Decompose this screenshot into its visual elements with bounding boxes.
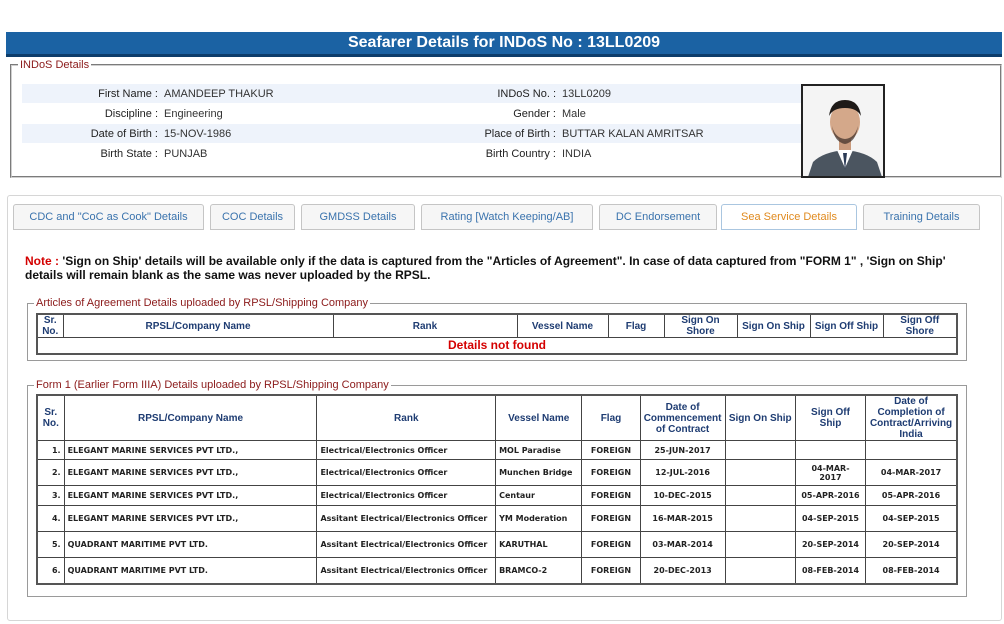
page-title: Seafarer Details for INDoS No : 13LL0209 bbox=[6, 32, 1002, 57]
birth-state-label: Birth State : bbox=[100, 147, 158, 160]
articles-col-sr: Sr. No. bbox=[37, 314, 63, 338]
indos-no-label: INDoS No. : bbox=[497, 87, 556, 100]
row-rank: Electrical/Electronics Officer bbox=[317, 441, 496, 460]
articles-col-rank: Rank bbox=[333, 314, 517, 338]
articles-legend: Articles of Agreement Details uploaded by RPSL/Shipping Company bbox=[36, 297, 369, 309]
row-sr: 6. bbox=[37, 558, 64, 584]
row-flag: FOREIGN bbox=[582, 460, 640, 486]
row-sign-off: 05-APR-2016 bbox=[795, 486, 865, 506]
form1-panel bbox=[27, 379, 967, 597]
row-vessel: KARUTHAL bbox=[496, 532, 582, 558]
tab-sea-service-details[interactable]: Sea Service Details bbox=[721, 204, 857, 230]
articles-col-vessel: Vessel Name bbox=[517, 314, 608, 338]
dob-label: Date of Birth : bbox=[90, 127, 158, 140]
row-sr: 1. bbox=[37, 441, 64, 460]
row-sign-off: 08-FEB-2014 bbox=[795, 558, 865, 584]
row-sign-on bbox=[725, 486, 795, 506]
form1-col-company: RPSL/Company Name bbox=[64, 395, 317, 441]
row-flag: FOREIGN bbox=[582, 441, 640, 460]
articles-col-sign-off-shore: Sign Off Shore bbox=[883, 314, 957, 338]
tab-training-details[interactable]: Training Details bbox=[863, 204, 980, 230]
articles-col-sign-on-shore: Sign On Shore bbox=[664, 314, 737, 338]
tab-cdc-details[interactable]: CDC and "CoC as Cook" Details bbox=[13, 204, 204, 230]
table-row bbox=[37, 486, 957, 506]
row-sign-on bbox=[725, 532, 795, 558]
form1-col-sign-off-ship: Sign Off Ship bbox=[795, 395, 865, 441]
form1-legend: Form 1 (Earlier Form IIIA) Details uploaded by RPSL/Shipping Company bbox=[36, 379, 389, 391]
row-company: ELEGANT MARINE SERVICES PVT LTD., bbox=[64, 460, 317, 486]
indos-details-legend: INDoS Details bbox=[20, 59, 90, 71]
row-rank: Electrical/Electronics Officer bbox=[317, 486, 496, 506]
table-row bbox=[37, 532, 957, 558]
row-company: ELEGANT MARINE SERVICES PVT LTD., bbox=[64, 486, 317, 506]
place-of-birth-label: Place of Birth : bbox=[484, 127, 556, 140]
row-flag: FOREIGN bbox=[582, 486, 640, 506]
info-row-first-name bbox=[22, 84, 802, 103]
note-prefix: Note : bbox=[25, 254, 59, 268]
row-rank: Assitant Electrical/Electronics Officer bbox=[317, 532, 496, 558]
row-flag: FOREIGN bbox=[582, 506, 640, 532]
sign-on-ship-note bbox=[25, 254, 975, 282]
row-sr: 3. bbox=[37, 486, 64, 506]
form1-col-flag: Flag bbox=[582, 395, 640, 441]
articles-col-sign-off-ship: Sign Off Ship bbox=[810, 314, 883, 338]
row-complete: 04-SEP-2015 bbox=[866, 506, 957, 532]
row-sign-on bbox=[725, 506, 795, 532]
articles-panel bbox=[27, 297, 967, 361]
row-vessel: Centaur bbox=[496, 486, 582, 506]
gender-value: Male bbox=[562, 107, 586, 120]
form1-table bbox=[36, 394, 958, 585]
row-complete: 05-APR-2016 bbox=[866, 486, 957, 506]
row-sr: 2. bbox=[37, 460, 64, 486]
row-complete: 04-MAR-2017 bbox=[866, 460, 957, 486]
row-sr: 5. bbox=[37, 532, 64, 558]
first-name-label: First Name : bbox=[98, 87, 158, 100]
row-commence: 03-MAR-2014 bbox=[640, 532, 725, 558]
articles-col-company: RPSL/Company Name bbox=[63, 314, 333, 338]
articles-col-sign-on-ship: Sign On Ship bbox=[737, 314, 810, 338]
birth-state-value: PUNJAB bbox=[164, 147, 208, 160]
row-sign-on bbox=[725, 441, 795, 460]
row-commence: 12-JUL-2016 bbox=[640, 460, 725, 486]
row-company: QUADRANT MARITIME PVT LTD. bbox=[64, 532, 317, 558]
row-complete: 08-FEB-2014 bbox=[866, 558, 957, 584]
tab-dc-endorsement[interactable]: DC Endorsement bbox=[599, 204, 717, 230]
form1-col-completion: Date of Completion of Contract/Arriving India bbox=[866, 395, 957, 441]
row-sign-off bbox=[795, 441, 865, 460]
row-sr: 4. bbox=[37, 506, 64, 532]
row-rank: Assitant Electrical/Electronics Officer bbox=[317, 506, 496, 532]
row-sign-on bbox=[725, 558, 795, 584]
details-tabs-container bbox=[7, 195, 1002, 621]
details-not-found-message: Details not found bbox=[37, 338, 957, 354]
form1-col-sign-on-ship: Sign On Ship bbox=[725, 395, 795, 441]
tab-coc-details[interactable]: COC Details bbox=[210, 204, 295, 230]
row-vessel: MOL Paradise bbox=[496, 441, 582, 460]
row-flag: FOREIGN bbox=[582, 532, 640, 558]
row-complete: 20-SEP-2014 bbox=[866, 532, 957, 558]
birth-country-value: INDIA bbox=[562, 147, 592, 160]
dob-value: 15-NOV-1986 bbox=[164, 127, 232, 140]
row-commence: 10-DEC-2015 bbox=[640, 486, 725, 506]
row-sign-off: 20-SEP-2014 bbox=[795, 532, 865, 558]
info-row-discipline bbox=[22, 104, 802, 123]
seafarer-photo bbox=[801, 84, 885, 178]
tab-gmdss-details[interactable]: GMDSS Details bbox=[301, 204, 415, 230]
articles-col-flag: Flag bbox=[608, 314, 664, 338]
row-commence: 16-MAR-2015 bbox=[640, 506, 725, 532]
table-row bbox=[37, 441, 957, 460]
row-vessel: YM Moderation bbox=[496, 506, 582, 532]
table-row bbox=[37, 558, 957, 584]
table-row bbox=[37, 460, 957, 486]
row-sign-off: 04-MAR-2017 bbox=[795, 460, 865, 486]
tab-rating-details[interactable]: Rating [Watch Keeping/AB] bbox=[421, 204, 593, 230]
place-of-birth-value: BUTTAR KALAN AMRITSAR bbox=[562, 127, 704, 140]
birth-country-label: Birth Country : bbox=[485, 147, 556, 160]
row-rank: Assitant Electrical/Electronics Officer bbox=[317, 558, 496, 584]
row-vessel: BRAMCO-2 bbox=[496, 558, 582, 584]
row-company: ELEGANT MARINE SERVICES PVT LTD., bbox=[64, 441, 317, 460]
row-vessel: Munchen Bridge bbox=[496, 460, 582, 486]
row-commence: 25-JUN-2017 bbox=[640, 441, 725, 460]
portrait-image bbox=[803, 86, 885, 178]
note-text: 'Sign on Ship' details will be available only if the data is captured from the "Articles of Agreement". In case of data captured from "FORM 1" , 'Sign on Ship' details will remain blank as the same was never uploaded by the RPSL. bbox=[25, 254, 946, 282]
row-company: ELEGANT MARINE SERVICES PVT LTD., bbox=[64, 506, 317, 532]
discipline-label: Discipline : bbox=[104, 107, 158, 120]
gender-label: Gender : bbox=[513, 107, 556, 120]
info-row-dob bbox=[22, 124, 802, 143]
row-sign-off: 04-SEP-2015 bbox=[795, 506, 865, 532]
indos-details-panel bbox=[10, 59, 1002, 178]
row-flag: FOREIGN bbox=[582, 558, 640, 584]
row-complete bbox=[866, 441, 957, 460]
first-name-value: AMANDEEP THAKUR bbox=[164, 87, 274, 100]
info-row-birth-state bbox=[22, 144, 802, 163]
table-row bbox=[37, 506, 957, 532]
form1-col-sr: Sr. No. bbox=[37, 395, 64, 441]
form1-col-vessel: Vessel Name bbox=[496, 395, 582, 441]
row-commence: 20-DEC-2013 bbox=[640, 558, 725, 584]
row-rank: Electrical/Electronics Officer bbox=[317, 460, 496, 486]
form1-col-commencement: Date of Commencement of Contract bbox=[640, 395, 725, 441]
form1-col-rank: Rank bbox=[317, 395, 496, 441]
discipline-value: Engineering bbox=[164, 107, 223, 120]
indos-no-value: 13LL0209 bbox=[562, 87, 611, 100]
row-company: QUADRANT MARITIME PVT LTD. bbox=[64, 558, 317, 584]
articles-table bbox=[36, 313, 958, 355]
row-sign-on bbox=[725, 460, 795, 486]
